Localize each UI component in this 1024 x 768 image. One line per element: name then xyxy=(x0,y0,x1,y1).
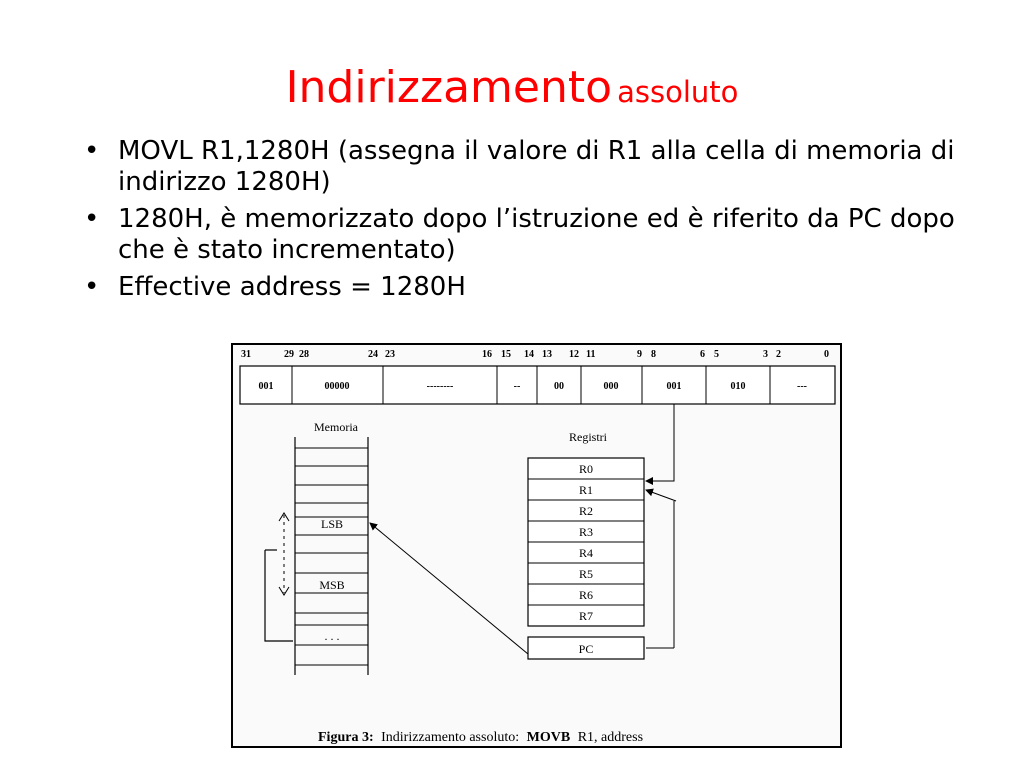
bullet-item xyxy=(78,136,978,198)
title-main: Indirizzamento xyxy=(285,62,613,113)
bit-label: 2 xyxy=(776,349,781,360)
slide-title xyxy=(0,62,1024,113)
bit-label: 28 xyxy=(299,349,309,360)
register-file xyxy=(528,430,644,659)
bit-label: 5 xyxy=(714,349,719,360)
figure-caption xyxy=(318,730,643,745)
field-value: 010 xyxy=(730,381,746,392)
bullet-item xyxy=(78,204,978,266)
bit-label: 13 xyxy=(542,349,552,360)
field-value: --- xyxy=(797,381,807,392)
memory-cell-msb: MSB xyxy=(319,578,345,592)
bullet-text: 1280H, è memorizzato dopo l’istruzione ed è riferito da PC dopo che è stato incrementato) xyxy=(118,204,955,265)
field-value: 00 xyxy=(554,381,564,392)
register-r0: R0 xyxy=(578,462,594,476)
register-r2: R2 xyxy=(578,504,594,518)
title-sub: assoluto xyxy=(617,75,739,109)
field-value: 000 xyxy=(603,381,619,392)
caption-label: Figura 3: xyxy=(318,730,374,745)
memory-cell-more: . . . xyxy=(324,629,340,643)
field-value: 00000 xyxy=(324,381,350,392)
caption-text: Indirizzamento assoluto: xyxy=(381,730,520,745)
field-value: 001 xyxy=(258,381,274,392)
bullet-marker: • xyxy=(84,272,100,302)
svg-text:Figura 3: Indirizzamen xyxy=(318,730,643,745)
bit-label: 9 xyxy=(637,349,642,360)
register-r4: R4 xyxy=(578,546,594,560)
field-value: -- xyxy=(513,381,521,392)
register-r7: R7 xyxy=(578,609,594,623)
bit-label: 12 xyxy=(569,349,579,360)
bullet-item xyxy=(78,272,978,303)
bullet-text: MOVL R1,1280H (assegna il valore di R1 alla cella di memoria di indirizzo 1280H) xyxy=(118,136,955,197)
bit-positions xyxy=(241,349,829,360)
bullet-list xyxy=(78,136,978,309)
bullet-marker: • xyxy=(84,204,100,234)
bit-label: 11 xyxy=(586,349,596,360)
caption-rest: R1, address xyxy=(577,730,644,745)
bit-label: 23 xyxy=(385,349,395,360)
memory-label: Memoria xyxy=(314,420,358,434)
bit-label: 15 xyxy=(501,349,511,360)
field-value: -------- xyxy=(426,381,454,392)
memory-cell-lsb: LSB xyxy=(320,517,344,531)
caption-instruction: MOVB xyxy=(526,730,571,745)
bit-label: 24 xyxy=(368,349,378,360)
registers-label: Registri xyxy=(569,430,607,444)
bit-label: 0 xyxy=(824,349,829,360)
figure-diagram xyxy=(231,343,842,748)
register-r1: R1 xyxy=(578,483,594,497)
bit-label: 3 xyxy=(763,349,768,360)
register-r3: R3 xyxy=(578,525,594,539)
bit-label: 31 xyxy=(241,349,251,360)
register-r5: R5 xyxy=(578,567,594,581)
bit-label: 14 xyxy=(524,349,534,360)
instruction-word xyxy=(240,366,835,404)
byte-order-arrow xyxy=(265,513,293,641)
bit-label: 29 xyxy=(284,349,294,360)
bullet-marker: • xyxy=(84,136,100,166)
register-pc: PC xyxy=(578,642,594,656)
register-r6: R6 xyxy=(578,588,594,602)
memory-block xyxy=(295,420,368,675)
bit-label: 16 xyxy=(482,349,492,360)
field-value: 001 xyxy=(666,381,682,392)
bit-label: 8 xyxy=(651,349,656,360)
diagram-svg xyxy=(233,345,840,746)
bit-label: 6 xyxy=(700,349,705,360)
bullet-text: Effective address = 1280H xyxy=(118,272,466,302)
